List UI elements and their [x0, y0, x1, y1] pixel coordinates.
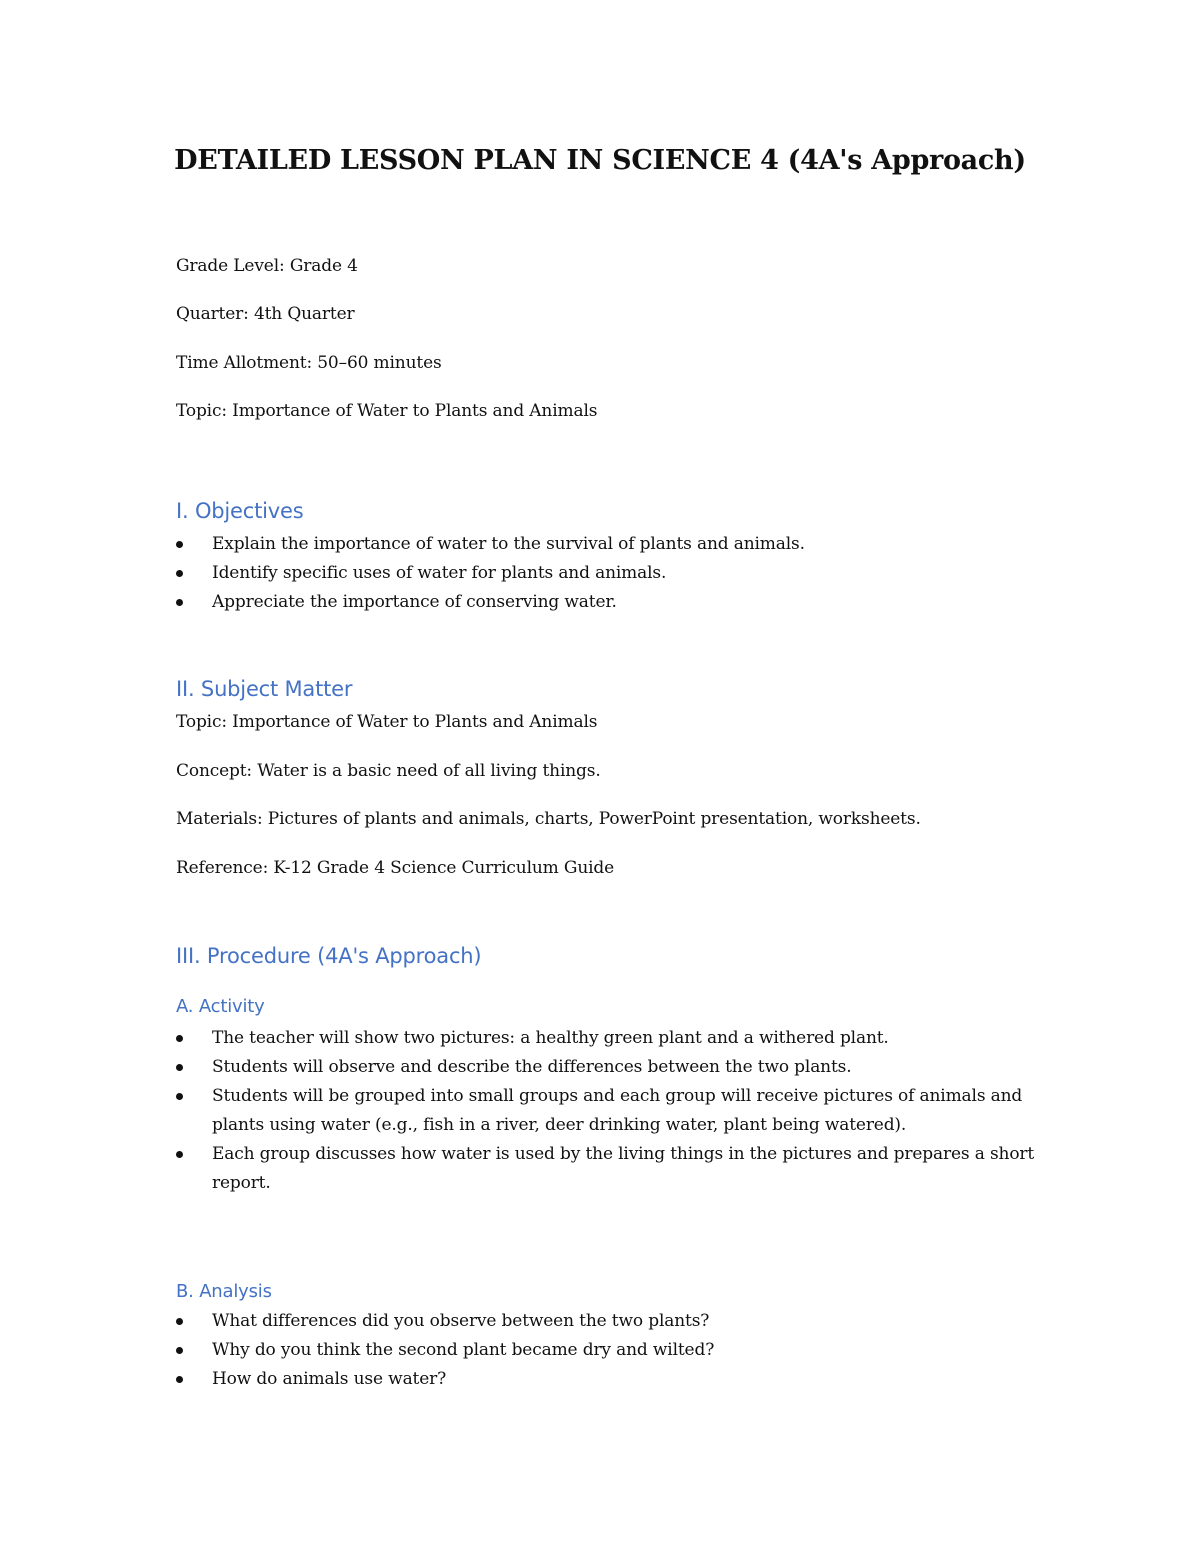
list-item-text: What differences did you observe between the two plants?: [212, 1311, 710, 1331]
list-item-text: Why do you think the second plant became dry and wilted?: [212, 1340, 715, 1360]
activity-heading: A. Activity: [176, 996, 265, 1017]
list-item-text: How do animals use water?: [212, 1369, 447, 1389]
list-item: [176, 1307, 1036, 1336]
list-item: [176, 1053, 1036, 1082]
list-item: [176, 559, 1036, 588]
subject-topic: Topic: Importance of Water to Plants and Animals: [176, 712, 598, 732]
list-item-text: Identify specific uses of water for plants and animals.: [212, 563, 667, 583]
bullet-icon: [176, 541, 183, 548]
objectives-list: [176, 530, 1036, 617]
quarter: Quarter: 4th Quarter: [176, 304, 355, 324]
list-item-text: Appreciate the importance of conserving water.: [212, 592, 617, 612]
time-allotment: Time Allotment: 50–60 minutes: [176, 353, 442, 373]
bullet-icon: [176, 599, 183, 606]
subject-matter-heading: II. Subject Matter: [176, 677, 353, 701]
objectives-heading: I. Objectives: [176, 499, 304, 523]
list-item: [176, 1365, 1036, 1394]
subject-reference: Reference: K-12 Grade 4 Science Curriculum Guide: [176, 858, 615, 878]
list-item: [176, 1140, 1036, 1198]
list-item-text: Students will observe and describe the differences between the two plants.: [212, 1057, 852, 1077]
list-item: [176, 1336, 1036, 1365]
procedure-heading: III. Procedure (4A's Approach): [176, 944, 482, 968]
list-item: [176, 530, 1036, 559]
list-item: [176, 588, 1036, 617]
analysis-list: [176, 1307, 1036, 1394]
list-item: [176, 1082, 1036, 1140]
list-item-text: Each group discusses how water is used by the living things in the pictures and prepares a short report.: [212, 1144, 1035, 1193]
grade-level: Grade Level: Grade 4: [176, 256, 358, 276]
bullet-icon: [176, 1064, 183, 1071]
list-item-text: The teacher will show two pictures: a healthy green plant and a withered plant.: [212, 1028, 889, 1048]
list-item-text: Explain the importance of water to the survival of plants and animals.: [212, 534, 805, 554]
list-item: [176, 1024, 1036, 1053]
bullet-icon: [176, 1318, 183, 1325]
subject-materials: Materials: Pictures of plants and animals, charts, PowerPoint presentation, worksheets.: [176, 809, 921, 829]
bullet-icon: [176, 1035, 183, 1042]
list-item-text: Students will be grouped into small groups and each group will receive pictures of animals and plants using water (e.g., fish in a river, deer drinking water, plant being watered).: [212, 1086, 1023, 1135]
subject-concept: Concept: Water is a basic need of all living things.: [176, 761, 601, 781]
bullet-icon: [176, 1347, 183, 1354]
bullet-icon: [176, 1093, 183, 1100]
analysis-heading: B. Analysis: [176, 1281, 272, 1302]
page-title: DETAILED LESSON PLAN IN SCIENCE 4 (4A's Approach): [174, 145, 1026, 176]
bullet-icon: [176, 570, 183, 577]
bullet-icon: [176, 1151, 183, 1158]
topic: Topic: Importance of Water to Plants and Animals: [176, 401, 598, 421]
activity-list: [176, 1024, 1036, 1198]
bullet-icon: [176, 1376, 183, 1383]
